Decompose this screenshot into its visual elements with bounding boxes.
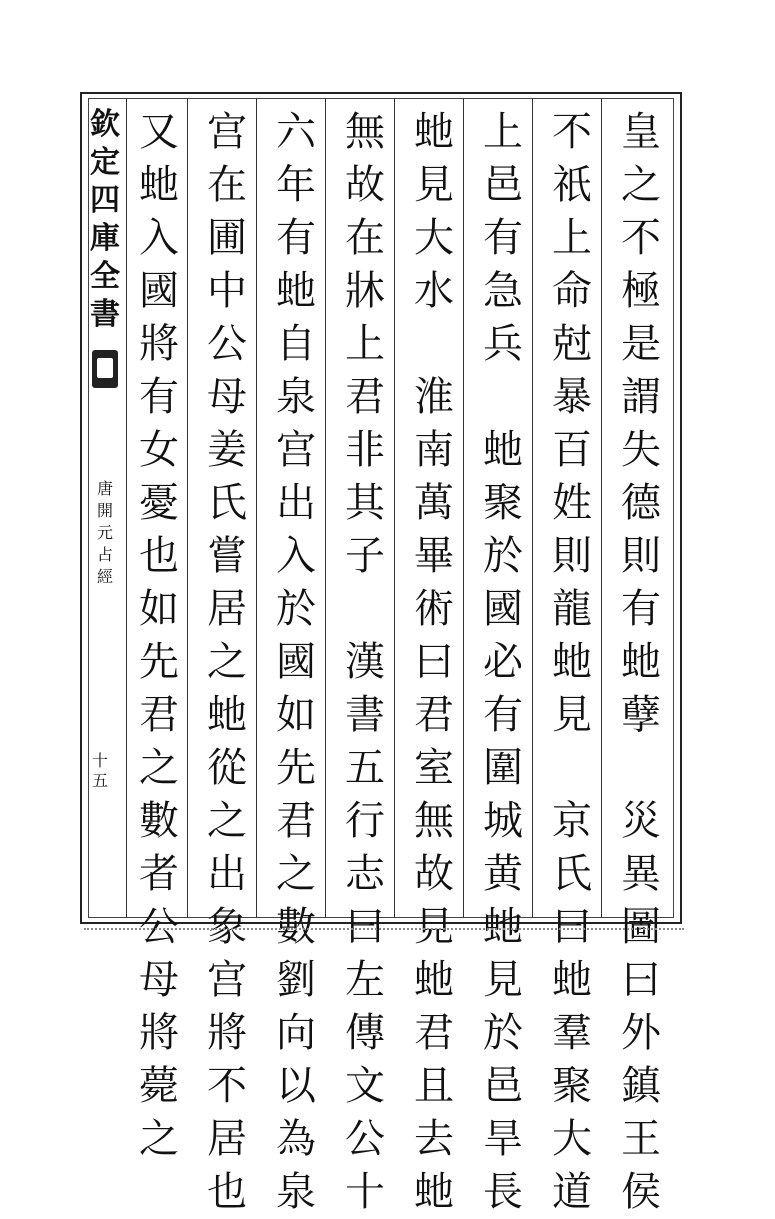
- column-rule: [325, 98, 326, 918]
- page-margin: [90, 106, 120, 790]
- bottom-dotted-rule: [84, 928, 684, 938]
- text-column: 虵 見 大 水 淮 南 萬 畢 術 曰 君 室 無 故 見 虵 君 且 去 虵: [414, 109, 454, 1215]
- column-rule: [463, 98, 464, 918]
- text-column: 皇 之 不 極 是 謂 失 德 則 有 虵 孽 災 異 圖 曰 外 鎮 王 侯: [621, 109, 661, 1215]
- text-column: 又 虵 入 國 將 有 女 憂 也 如 先 君 之 數 者 公 母 將 薨 之: [139, 109, 179, 1162]
- column-rule: [601, 98, 602, 918]
- fish-tail-mark-icon: [92, 350, 118, 388]
- column-rule: [126, 98, 127, 918]
- text-column: 不 祇 上 命 尅 暴 百 姓 則 龍 虵 見 京 氏 曰 虵 羣 聚 大 道: [552, 109, 592, 1215]
- column-rule: [394, 98, 395, 918]
- page-number: 十 五: [92, 751, 109, 790]
- book-title: 欽 定 四 庫 全 書: [90, 107, 120, 332]
- text-column: 六 年 有 虵 自 泉 宫 出 入 於 國 如 先 君 之 數 劉 向 以 為 泉: [276, 109, 316, 1215]
- column-rule: [532, 98, 533, 918]
- text-column: 宫 在 圃 中 公 母 姜 氏 嘗 居 之 虵 從 之 出 象 宫 將 不 居 也: [207, 109, 247, 1215]
- text-column: 無 故 在 牀 上 君 非 其 子 漢 書 五 行 志 曰 左 傳 文 公 十: [345, 109, 385, 1215]
- section-title: 唐 開 元 占 經: [96, 479, 113, 586]
- text-column: 上 邑 有 急 兵 虵 聚 於 國 必 有 圍 城 黄 虵 見 於 邑 旱 長: [483, 109, 523, 1215]
- column-rule: [256, 98, 257, 918]
